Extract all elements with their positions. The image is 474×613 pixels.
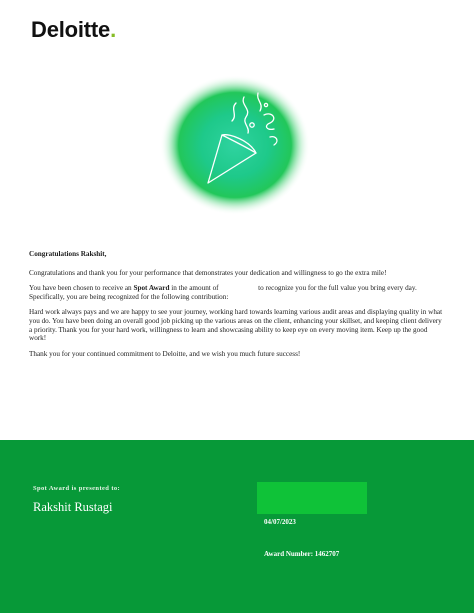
para2-before: You have been chosen to receive an <box>29 284 134 293</box>
award-footer-band <box>0 440 474 613</box>
award-number: Award Number: 1462707 <box>264 550 340 558</box>
para2-mid: in the amount of <box>169 284 221 293</box>
letter-paragraph-1: Congratulations and thank you for your performance that demonstrates your dedication and willingness to go the extra mile! <box>29 268 387 277</box>
hero-glow <box>160 75 310 215</box>
letter-paragraph-2 <box>29 284 444 301</box>
award-letter <box>29 250 444 365</box>
award-amount-box <box>257 482 367 514</box>
deloitte-logo <box>31 17 116 43</box>
award-date: 04/07/2023 <box>264 518 296 526</box>
party-popper-icon <box>160 75 310 215</box>
logo-text: Deloitte <box>31 17 111 42</box>
greeting: Congratulations Rakshit, <box>29 250 107 258</box>
spot-award-label: Spot Award <box>133 284 170 293</box>
logo-dot: . <box>110 17 116 42</box>
letter-paragraph-4: Thank you for your continued commitment to Deloitte, and we wish you much future success! <box>29 349 301 358</box>
recipient-name: Rakshit Rustagi <box>33 500 113 514</box>
para2-after: to recognize you for the full value you bring every day. Specifically, you are being recognized for the following contribution: <box>29 284 417 301</box>
letter-paragraph-3: Hard work always pays and we are happy to see your journey, working hard towards learning various audit areas and displaying quality in what you do. You have been doing an overall good job picking up the various areas on the client, enhancing your skillset, and keeping client delivery a priority. Thank you for your hard work, willingness to learn and showcasing ability to keep eye on every moving item. Keep up the good work! <box>29 308 443 343</box>
presented-to-label: Spot Award is presented to: <box>33 485 121 492</box>
